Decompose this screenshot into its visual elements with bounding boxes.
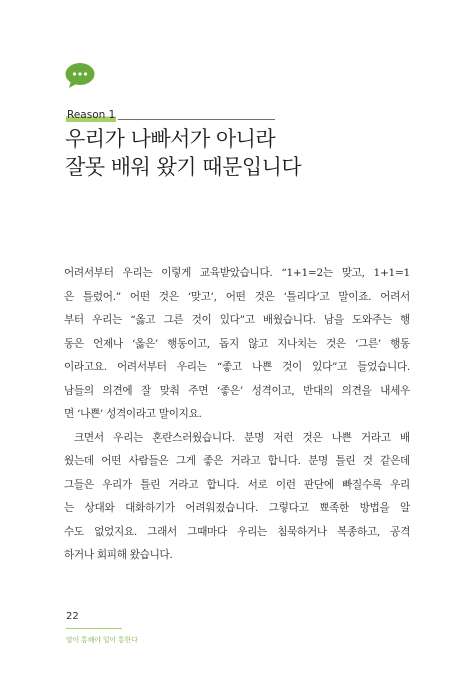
chapter-title — [65, 125, 301, 181]
text-line: 이라고요. 어려서부터 우리는 “좋고 나쁜 것이 있다”고 들었습니다. — [64, 361, 410, 373]
footer-divider — [66, 628, 122, 629]
text-line: 부터 우리는 “옳고 그른 것이 있다”고 배웠습니다. 남을 도와주는 행 — [64, 314, 410, 326]
page-number: 22 — [66, 611, 79, 622]
reason-header — [66, 109, 275, 122]
text-line: 어려서부터 우리는 이렇게 교육받았습니다. “1+1=2는 맞고, 1+1=1 — [64, 267, 410, 279]
title-line: 우리가 나빠서가 아니라 — [65, 127, 276, 151]
text-line: 면 ‘나쁜’ 성격이라고 말이지요. — [64, 408, 202, 420]
text-line: 남들의 의견에 잘 맞춰 주면 ‘좋은’ 성격이고, 반대의 의견을 내세우 — [64, 384, 410, 397]
text-line: 는 상대와 대화하기가 어려워졌습니다. 그렇다고 뾰족한 방법을 알 — [64, 502, 410, 514]
text-line: 수도 없었지요. 그래서 그때마다 우리는 침묵하거나 복종하고, 공격 — [64, 525, 410, 538]
reason-label: Reason 1 — [67, 109, 116, 121]
running-footer: 말이 통해야 일이 통한다 — [66, 636, 138, 644]
text-line: 하거나 회피해 왔습니다. — [64, 549, 173, 561]
paragraph — [64, 262, 410, 427]
text-line: 은 틀렸어.” 어떤 것은 ‘맞고’, 어떤 것은 ‘틀리다’고 말이죠. 어려서 — [64, 290, 410, 303]
paragraph — [64, 427, 410, 568]
text-line: 크면서 우리는 혼란스러웠습니다. 분명 저런 것은 나쁜 거라고 배 — [74, 431, 410, 444]
title-line: 잘못 배워 왔기 때문입니다 — [65, 155, 302, 179]
text-line: 웠는데 어떤 사람들은 그게 좋은 거라고 합니다. 분명 틀린 것 같은데 — [64, 455, 410, 467]
text-line: 동은 언제나 ‘옳은’ 행동이고, 돕지 않고 지나치는 것은 ‘그른’ 행동 — [64, 337, 410, 350]
speech-bubble-icon — [65, 62, 95, 88]
reason-divider — [118, 119, 275, 120]
text-line: 그들은 우리가 틀린 거라고 합니다. 서로 이런 판단에 빠질수록 우리 — [64, 478, 410, 491]
body-text — [64, 262, 410, 568]
